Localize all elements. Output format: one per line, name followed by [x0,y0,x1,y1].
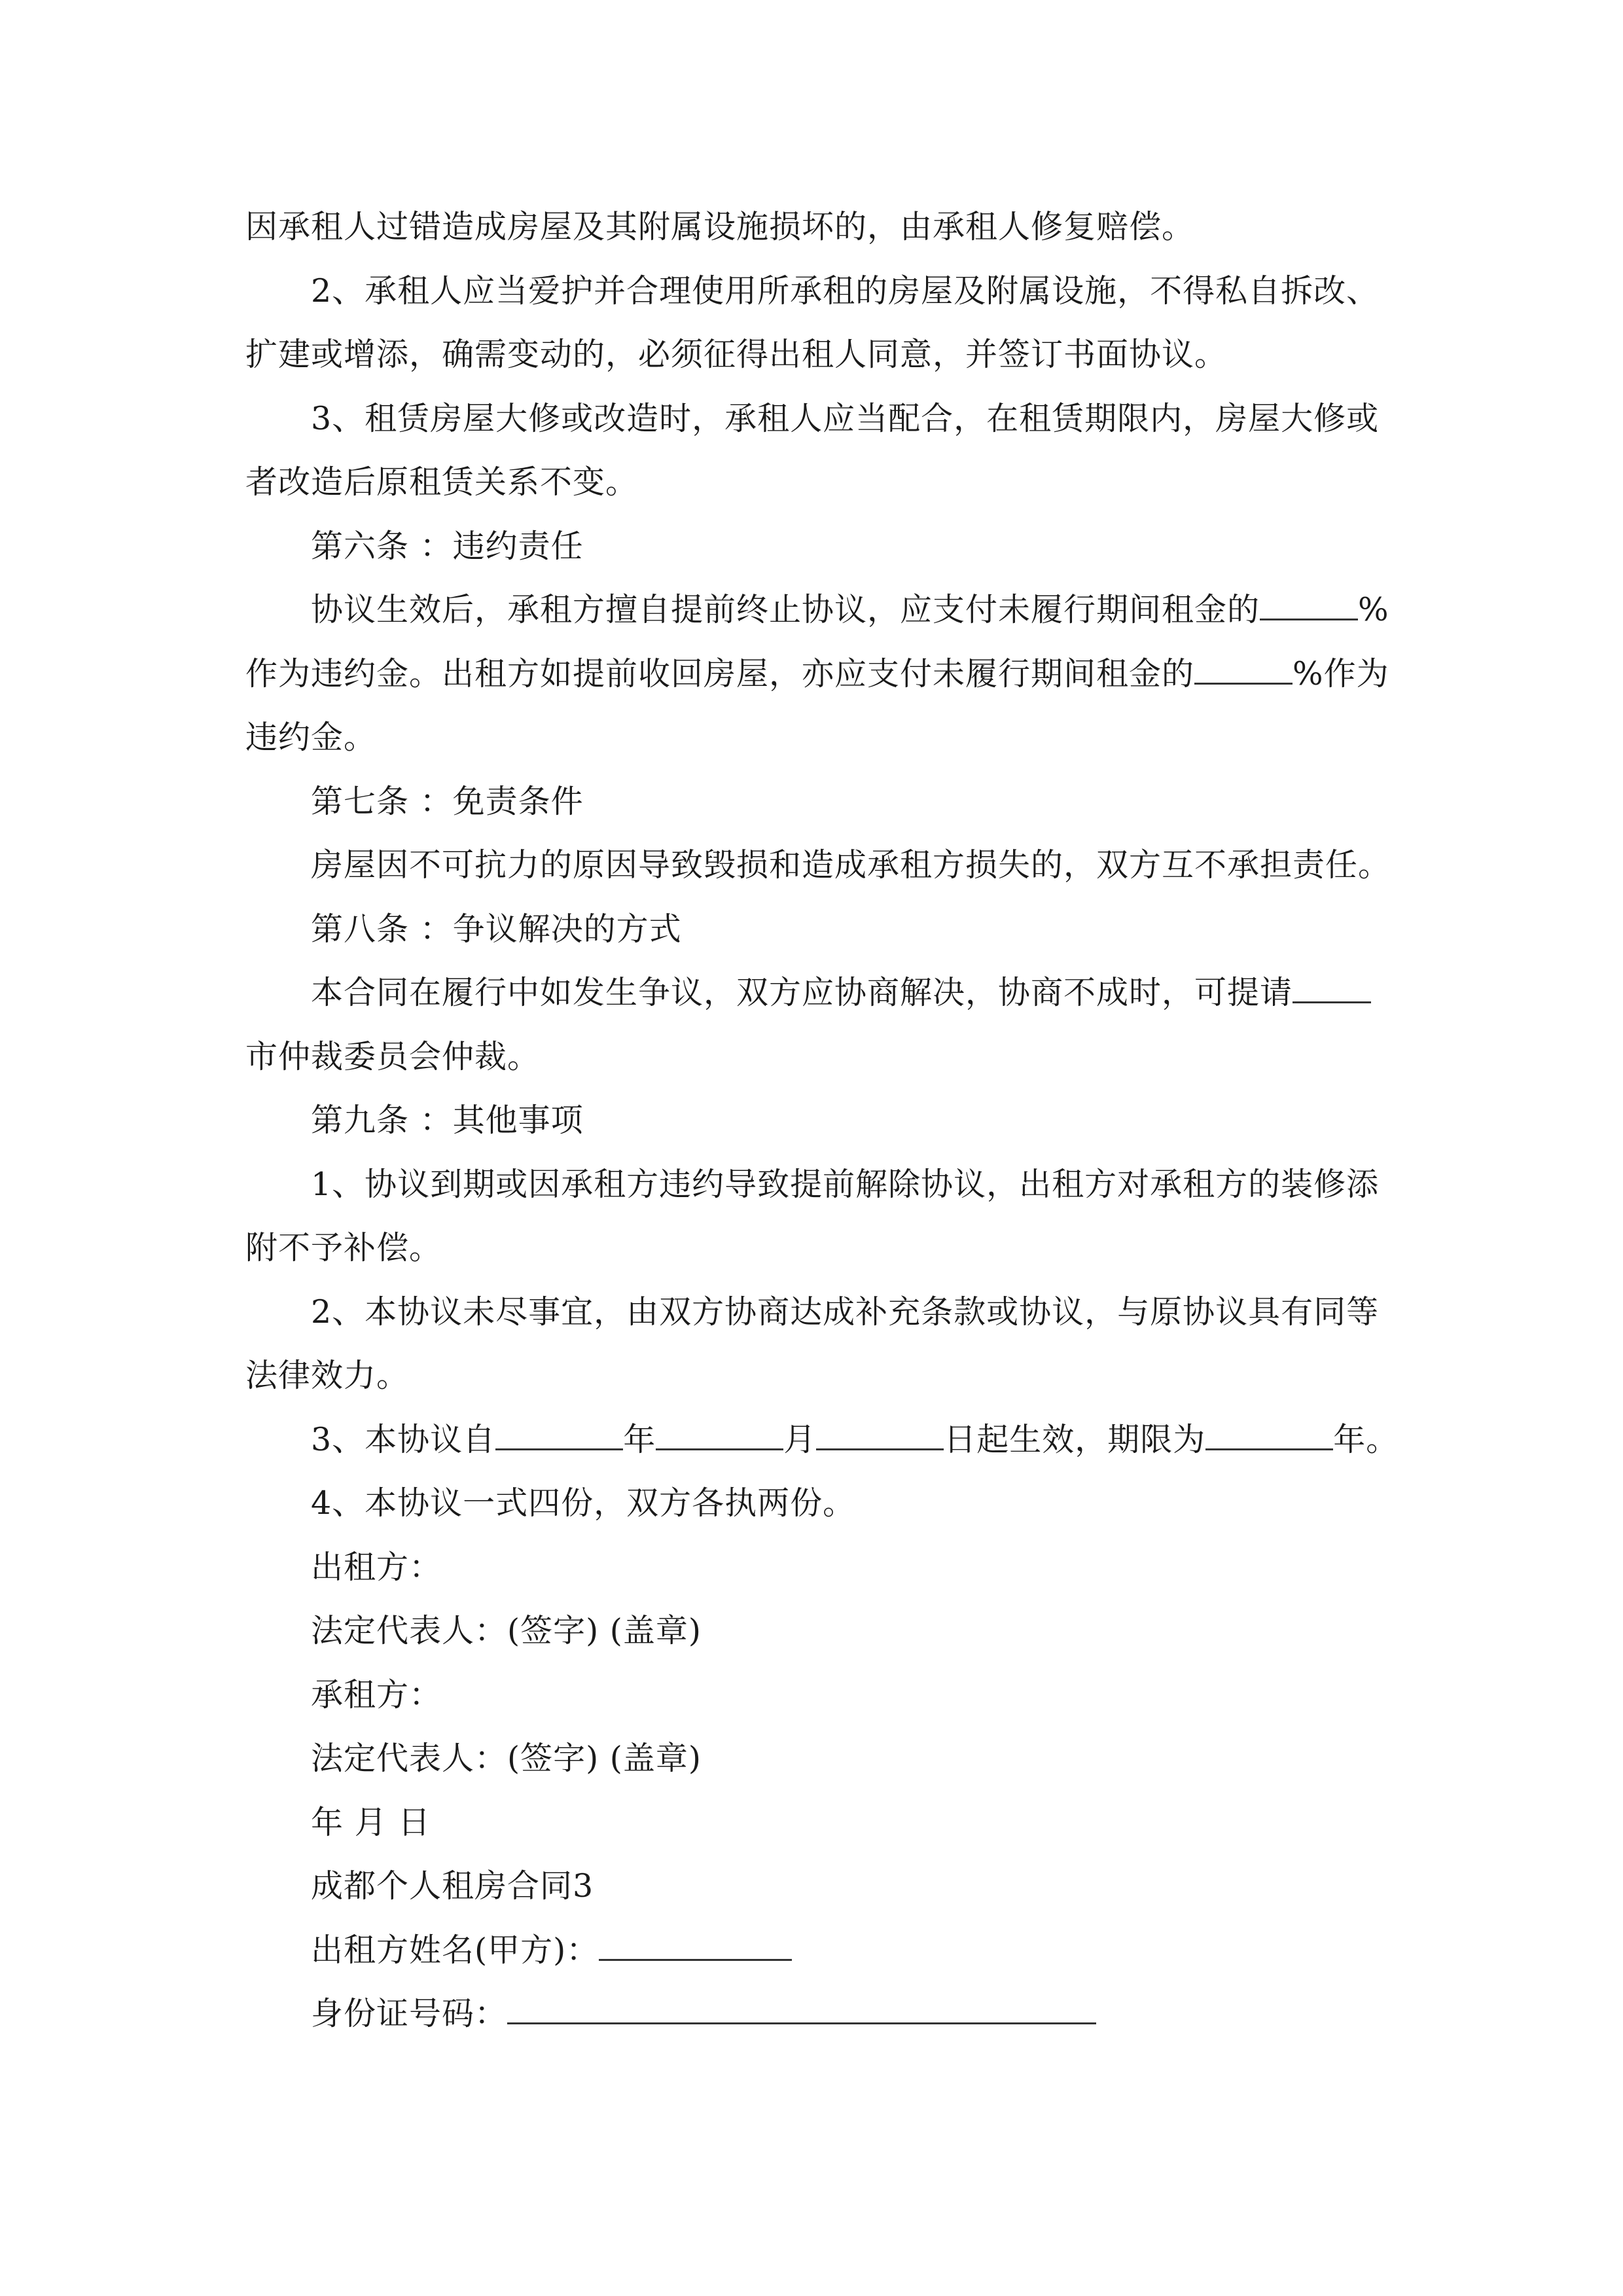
article-9-heading: 第九条 ：其他事项 [311,1102,584,1139]
clause-3-line-2: 者改造后原租赁关系不变。 [245,463,639,501]
clause-2-line-2: 扩建或增添，确需变动的，必须征得出租人同意，并签订书面协议。 [245,336,1228,373]
blank-field[interactable] [507,1989,1096,2024]
text-segment: 3、本协议自 [311,1420,496,1458]
text-segment: 日起生效，期限为 [944,1420,1206,1458]
dispute-line-2: 市仲裁委员会仲裁。 [245,1037,541,1075]
other-2-line-2: 法律效力。 [245,1357,410,1394]
text-segment: 月 [783,1420,817,1458]
blank-field[interactable] [1205,1414,1333,1450]
effective-date-line [245,1408,1397,1472]
lessee-label: 承租方： [311,1676,442,1713]
lessor-representative: 法定代表人：(签字) (盖章) [311,1612,702,1649]
blank-field[interactable] [495,1414,623,1450]
article-6-heading: 第六条 ：违约责任 [311,527,584,565]
text-segment: 本合同在履行中如发生争议，双方应协商解决，协商不成时，可提请 [311,974,1293,1011]
blank-field[interactable] [599,1925,792,1960]
text-segment: 年。 [1333,1420,1399,1458]
text-segment: %作为 [1293,655,1389,692]
dispute-line-1 [245,961,1397,1025]
article-8-heading: 第八条 ：争议解决的方式 [311,910,682,948]
lessee-representative: 法定代表人：(签字) (盖章) [311,1740,702,1777]
text-segment: 出租方姓名(甲方)： [311,1931,599,1969]
text-segment: % [1358,591,1389,628]
next-contract-title: 成都个人租房合同3 [311,1867,594,1905]
clause-2-line-1: 2、承租人应当爱护并合理使用所承租的房屋及附属设施，不得私自拆改、 [311,272,1380,310]
blank-field[interactable] [1293,968,1371,1003]
blank-field[interactable] [816,1414,944,1450]
other-1-line-1: 1、协议到期或因承租方违约导致提前解除协议，出租方对承租方的装修添 [311,1165,1380,1203]
penalty-line-2 [245,642,1397,706]
blank-field[interactable] [1194,649,1293,684]
contract-body [245,195,1397,2046]
penalty-line-3: 违约金。 [245,719,377,756]
article-7-heading: 第七条 ：免责条件 [311,782,584,820]
copies-line: 4、本协议一式四份，双方各执两份。 [311,1484,856,1522]
text-segment: 协议生效后，承租方擅自提前终止协议，应支付未履行期间租金的 [311,591,1260,628]
penalty-line-1 [245,578,1397,642]
text-line: 因承租人过错造成房屋及其附属设施损坏的，由承租人修复赔偿。 [245,208,1195,245]
other-1-line-2: 附不予补偿。 [245,1229,442,1266]
text-segment: 作为违约金。出租方如提前收回房屋，亦应支付未履行期间租金的 [245,655,1195,692]
text-segment: 身份证号码： [311,1995,508,2032]
exemption-text: 房屋因不可抗力的原因导致毁损和造成承租方损失的，双方互不承担责任。 [311,846,1391,884]
lessor-label: 出租方： [311,1548,442,1586]
other-2-line-1: 2、本协议未尽事宜，由双方协商达成补充条款或协议，与原协议具有同等 [311,1293,1380,1331]
clause-3-line-1: 3、租赁房屋大修或改造时，承租人应当配合，在租赁期限内，房屋大修或 [311,399,1380,437]
id-number-line [245,1982,1397,2046]
signing-date: 年 月 日 [311,1803,431,1841]
blank-field[interactable] [1260,585,1358,620]
text-segment: 年 [623,1420,656,1458]
blank-field[interactable] [656,1414,783,1450]
lessor-name-line [245,1918,1397,1982]
